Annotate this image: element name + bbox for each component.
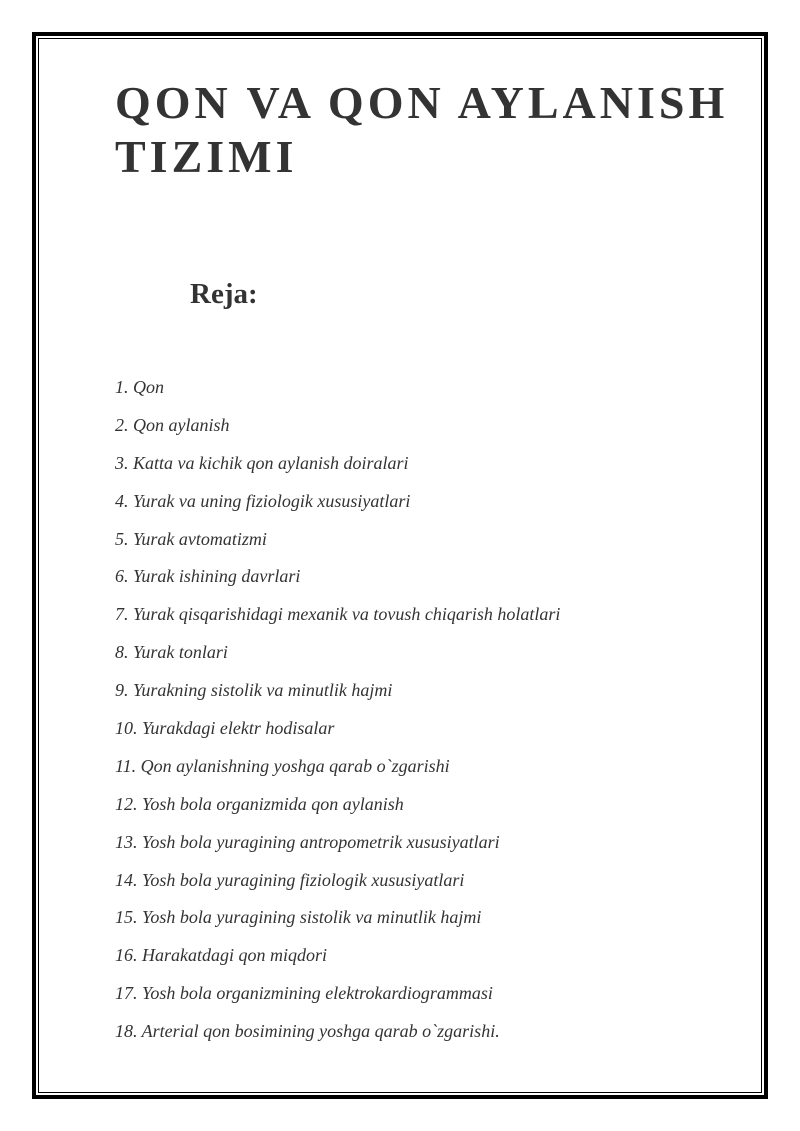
plan-item: 2. Qon aylanish [115,414,230,435]
plan-item: 14. Yosh bola yuragining fiziologik xususiyatlari [115,869,465,890]
plan-item: 13. Yosh bola yuragining antropometrik xususiyatlari [115,831,500,852]
plan-item: 15. Yosh bola yuragining sistolik va minutlik hajmi [115,907,482,928]
plan-item: 7. Yurak qisqarishidagi mexanik va tovush chiqarish holatlari [115,604,561,625]
plan-item: 17. Yosh bola organizmining elektrokardiogrammasi [115,983,493,1004]
plan-item: 5. Yurak avtomatizmi [115,528,267,549]
document-title: QON VA QON AYLANISH TIZIMI [115,77,729,182]
plan-item: 1. Qon [115,377,164,397]
plan-heading: Reja: [190,278,258,310]
plan-item: 12. Yosh bola organizmida qon aylanish [115,793,404,814]
plan-item: 16. Harakatdagi qon miqdori [115,945,328,966]
plan-item: 8. Yurak tonlari [115,642,228,663]
plan-item: 6. Yurak ishining davrlari [115,566,301,587]
plan-item: 18. Arterial qon bosimining yoshga qarab o`zgarishi. [115,1021,500,1042]
plan-list [115,374,560,1056]
plan-item: 4. Yurak va uning fiziologik xususiyatlari [115,490,411,511]
plan-item: 9. Yurakning sistolik va minutlik hajmi [115,680,393,701]
plan-item: 3. Katta va kichik qon aylanish doiralari [115,452,409,473]
plan-item: 10. Yurakdagi elektr hodisalar [115,718,335,739]
plan-item: 11. Qon aylanishning yoshga qarab o`zgarishi [115,755,450,776]
